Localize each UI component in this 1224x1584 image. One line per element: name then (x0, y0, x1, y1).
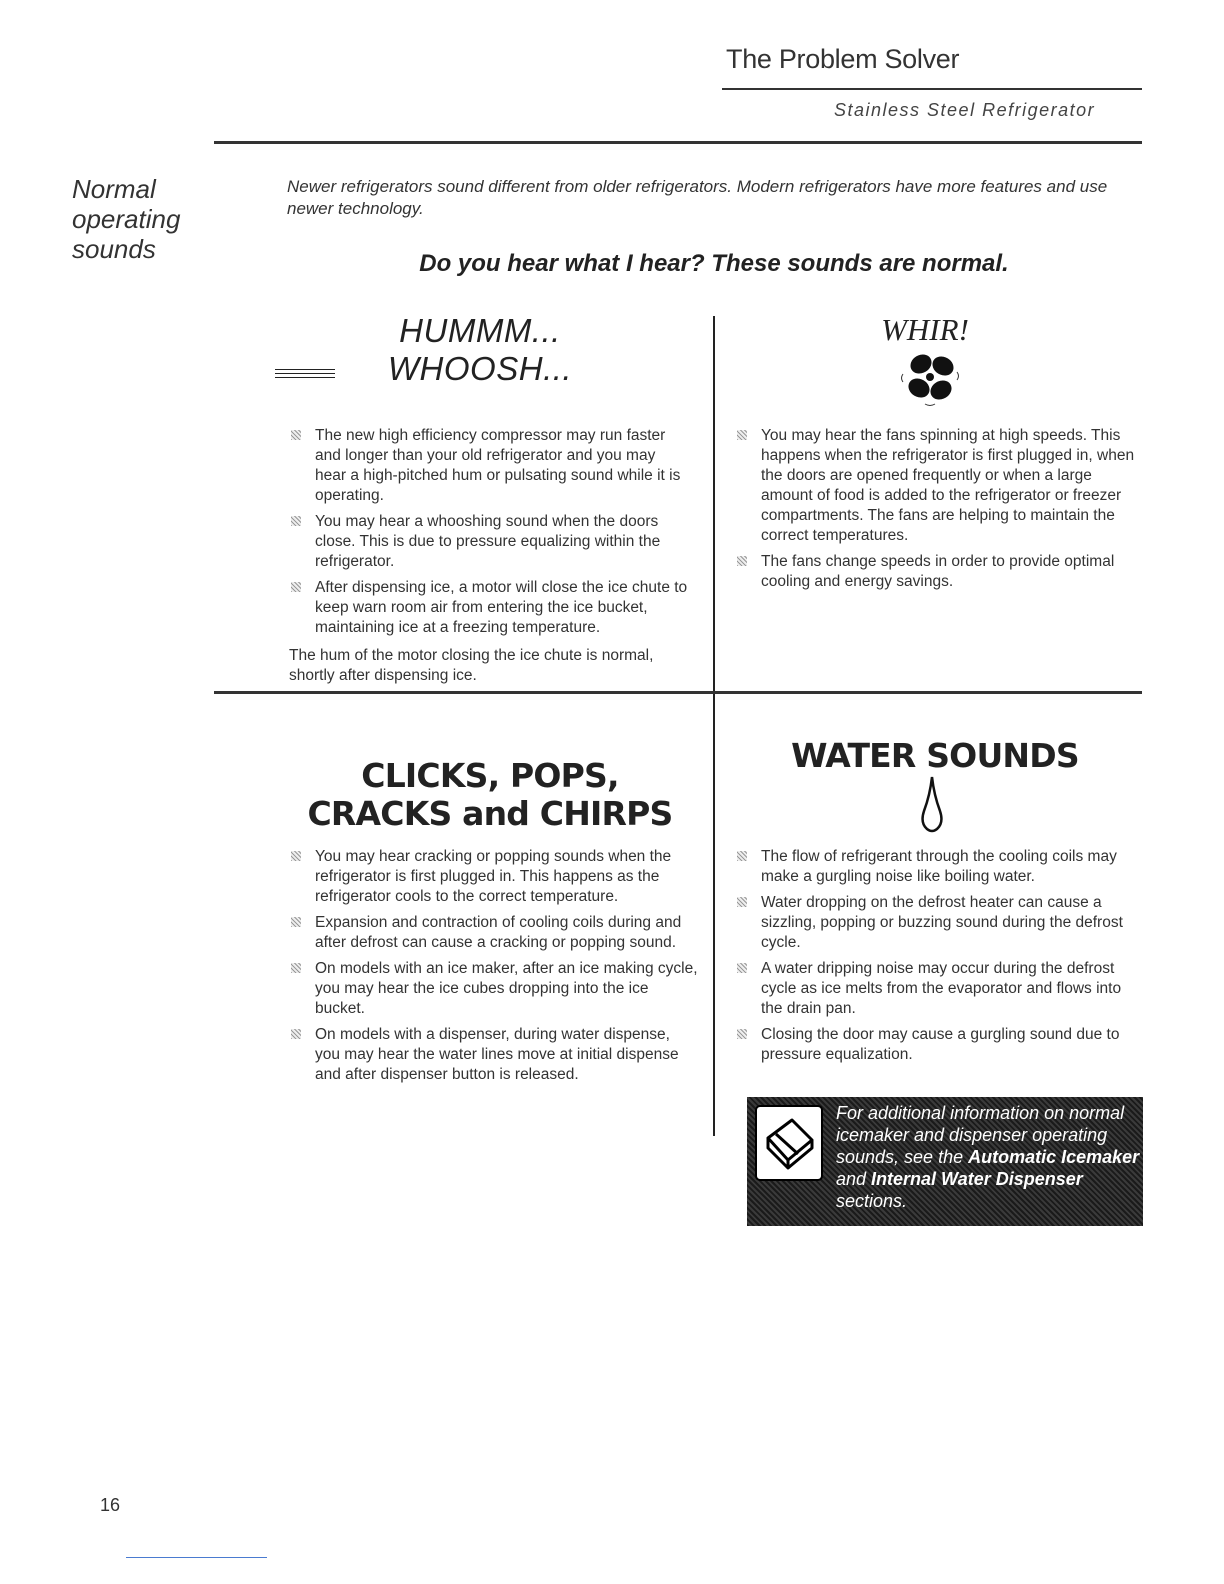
hum-title-line: HUMMM... (399, 312, 561, 349)
speed-lines-icon (275, 369, 335, 381)
clicks-title (290, 757, 690, 833)
list-item-text: Water dropping on the defrost heater can cause a sizzling, popping or buzzing sound during the defrost cycle. (761, 894, 1123, 951)
list-item (289, 426, 689, 506)
hum-title-line (330, 350, 630, 388)
clicks-title-line: CLICKS, POPS, (361, 756, 619, 795)
list-item (735, 426, 1135, 546)
bullet-icon (291, 851, 301, 861)
bullet-icon (291, 917, 301, 927)
section-heading-line: operating (72, 204, 181, 234)
list-item-text: On models with an ice maker, after an ice making cycle, you may hear the ice cubes dropping into the ice bucket. (315, 960, 698, 1017)
info-callout-text (836, 1102, 1146, 1212)
page-header-subtitle: Stainless Steel Refrigerator (834, 100, 1096, 120)
automatic-icemaker-reference: Automatic Icemaker (968, 1147, 1140, 1167)
water-title: WATER SOUNDS (791, 736, 1079, 775)
list-item (289, 847, 699, 907)
bullet-icon (291, 963, 301, 973)
water-dispenser-reference: Internal Water Dispenser (871, 1169, 1083, 1189)
list-item (735, 1025, 1145, 1065)
water-list (735, 847, 1145, 1071)
info-text-part: and (836, 1169, 872, 1189)
column-divider (713, 316, 715, 1136)
bullet-icon (291, 516, 301, 526)
bullet-icon (737, 897, 747, 907)
list-item-text: After dispensing ice, a motor will close the ice chute to keep warn room air from entering the ice bucket, maintaining ice at a freezing temperature. (315, 579, 688, 636)
list-item (289, 1025, 699, 1085)
list-item-text: You may hear cracking or popping sounds when the refrigerator is first plugged in. This happens as the refrigerator cools to the correct temperature. (315, 848, 672, 905)
bullet-icon (291, 582, 301, 592)
clicks-list (289, 847, 699, 1091)
list-item-text: You may hear the fans spinning at high speeds. This happens when the refrigerator is first plugged in, when the doors are opened frequently or when a large amount of food is added to the refrigerator or freezer compartments. The fans are helping to maintain the correct temperatures. (761, 427, 1135, 544)
clicks-title-line: CRACKS and CHIRPS (307, 794, 673, 833)
list-item (289, 959, 699, 1019)
hum-note: The hum of the motor closing the ice chute is normal, shortly after dispensing ice. (289, 647, 654, 684)
fan-icon (895, 348, 965, 410)
list-item-text: A water dripping noise may occur during the defrost cycle as ice melts from the evaporator and flows into the drain pan. (761, 960, 1122, 1017)
header-divider (722, 88, 1142, 90)
intro-paragraph: Newer refrigerators sound different from older refrigerators. Modern refrigerators have more features and use newer technology. (287, 177, 1108, 218)
tagline: Do you hear what I hear? These sounds are normal. (419, 250, 1009, 277)
list-item-text: The flow of refrigerant through the cooling coils may make a gurgling noise like boiling water. (761, 848, 1117, 885)
water-drop-icon (918, 775, 946, 833)
list-item (735, 959, 1145, 1019)
row-divider (214, 691, 1142, 694)
list-item (289, 578, 689, 638)
page-number: 16 (100, 1495, 121, 1515)
page-header-title: The Problem Solver (726, 44, 960, 74)
section-heading (72, 174, 180, 264)
hum-title-text: WHOOSH... (387, 350, 573, 387)
list-item-text: You may hear a whooshing sound when the doors close. This is due to pressure equalizing within the refrigerator. (315, 513, 661, 570)
info-text-part: sections. (836, 1191, 908, 1211)
book-icon (754, 1104, 824, 1182)
hum-list (289, 426, 689, 644)
bullet-icon (737, 963, 747, 973)
footer-line (126, 1557, 267, 1558)
bullet-icon (737, 1029, 747, 1039)
section-divider (214, 141, 1142, 144)
bullet-icon (737, 851, 747, 861)
section-heading-line: sounds (72, 234, 156, 264)
list-item-text: The fans change speeds in order to provide optimal cooling and energy savings. (761, 553, 1115, 590)
info-text-part: For additional information on normal icemaker and dispenser operating sounds, see the (836, 1103, 1125, 1167)
list-item-text: Closing the door may cause a gurgling sound due to pressure equalization. (761, 1026, 1120, 1063)
bullet-icon (737, 430, 747, 440)
list-item-text: Expansion and contraction of cooling coils during and after defrost can cause a cracking or popping sound. (315, 914, 682, 951)
list-item (289, 913, 699, 953)
hum-title (330, 312, 630, 388)
list-item-text: The new high efficiency compressor may run faster and longer than your old refrigerator and you may hear a high-pitched hum or pulsating sound while it is operating. (315, 427, 681, 504)
bullet-icon (291, 430, 301, 440)
list-item (735, 893, 1145, 953)
bullet-icon (291, 1029, 301, 1039)
section-heading-line: Normal (72, 174, 156, 204)
list-item (735, 552, 1135, 592)
list-item (289, 512, 689, 572)
whir-title: WHIR! (881, 312, 969, 347)
bullet-icon (737, 556, 747, 566)
list-item-text: On models with a dispenser, during water dispense, you may hear the water lines move at initial dispense and after dispenser button is released. (315, 1026, 679, 1083)
list-item (735, 847, 1145, 887)
whir-list (735, 426, 1135, 598)
